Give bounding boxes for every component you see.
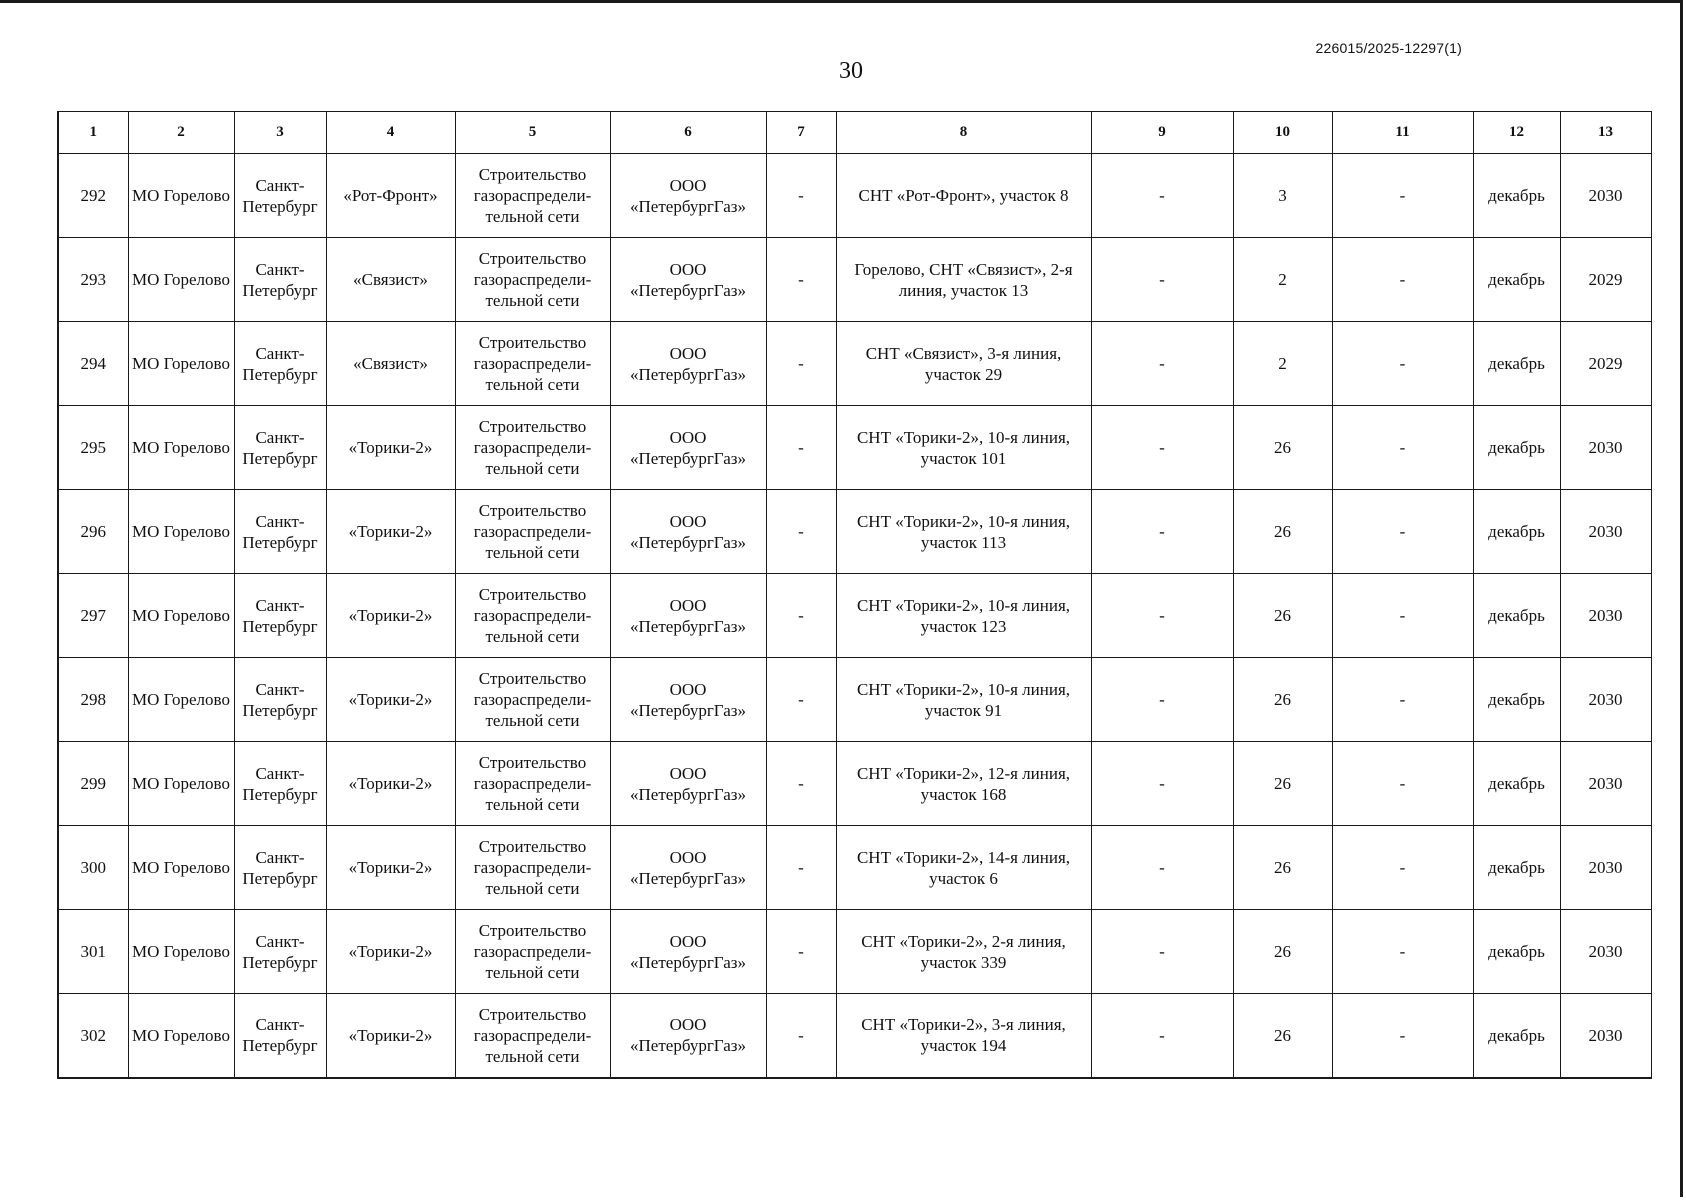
column-9-cell: -: [1091, 406, 1233, 490]
city-cell: Санкт-Петербург: [234, 574, 326, 658]
page-number: 30: [839, 58, 863, 84]
year-cell: 2030: [1560, 910, 1651, 994]
municipality-cell: МО Горелово: [128, 322, 234, 406]
column-10-cell: 26: [1233, 826, 1332, 910]
row-number-cell: 300: [58, 826, 128, 910]
organization-cell: ООО «ПетербургГаз»: [610, 658, 766, 742]
month-cell: декабрь: [1473, 994, 1560, 1078]
column-header: 12: [1473, 112, 1560, 154]
column-11-cell: -: [1332, 490, 1473, 574]
settlement-cell: «Связист»: [326, 322, 455, 406]
city-cell: Санкт-Петербург: [234, 238, 326, 322]
column-11-cell: -: [1332, 994, 1473, 1078]
address-cell: СНТ «Рот-Фронт», участок 8: [836, 154, 1091, 238]
city-cell: Санкт-Петербург: [234, 742, 326, 826]
column-11-cell: -: [1332, 406, 1473, 490]
city-cell: Санкт-Петербург: [234, 910, 326, 994]
month-cell: декабрь: [1473, 910, 1560, 994]
table-row: [58, 406, 1651, 490]
address-cell: СНТ «Торики-2», 12-я линия, участок 168: [836, 742, 1091, 826]
column-9-cell: -: [1091, 742, 1233, 826]
city-cell: Санкт-Петербург: [234, 490, 326, 574]
column-11-cell: -: [1332, 742, 1473, 826]
year-cell: 2030: [1560, 490, 1651, 574]
column-header: 9: [1091, 112, 1233, 154]
work-type-cell: Строительство газораспредели-тельной сети: [455, 658, 610, 742]
settlement-cell: «Рот-Фронт»: [326, 154, 455, 238]
work-type-cell: Строительство газораспредели-тельной сети: [455, 826, 610, 910]
column-10-cell: 2: [1233, 322, 1332, 406]
column-9-cell: -: [1091, 574, 1233, 658]
column-header: 10: [1233, 112, 1332, 154]
column-10-cell: 26: [1233, 658, 1332, 742]
address-cell: СНТ «Торики-2», 10-я линия, участок 91: [836, 658, 1091, 742]
column-10-cell: 3: [1233, 154, 1332, 238]
work-type-cell: Строительство газораспредели-тельной сети: [455, 910, 610, 994]
column-7-cell: -: [766, 742, 836, 826]
column-10-cell: 2: [1233, 238, 1332, 322]
municipality-cell: МО Горелово: [128, 742, 234, 826]
month-cell: декабрь: [1473, 154, 1560, 238]
organization-cell: ООО «ПетербургГаз»: [610, 826, 766, 910]
column-9-cell: -: [1091, 490, 1233, 574]
row-number-cell: 292: [58, 154, 128, 238]
address-cell: СНТ «Торики-2», 10-я линия, участок 101: [836, 406, 1091, 490]
column-11-cell: -: [1332, 322, 1473, 406]
column-11-cell: -: [1332, 910, 1473, 994]
table-row: [58, 826, 1651, 910]
column-9-cell: -: [1091, 322, 1233, 406]
municipality-cell: МО Горелово: [128, 826, 234, 910]
month-cell: декабрь: [1473, 574, 1560, 658]
month-cell: декабрь: [1473, 742, 1560, 826]
year-cell: 2030: [1560, 406, 1651, 490]
column-header: 2: [128, 112, 234, 154]
column-header: 1: [58, 112, 128, 154]
organization-cell: ООО «ПетербургГаз»: [610, 238, 766, 322]
organization-cell: ООО «ПетербургГаз»: [610, 910, 766, 994]
table-row: [58, 742, 1651, 826]
organization-cell: ООО «ПетербургГаз»: [610, 994, 766, 1078]
column-7-cell: -: [766, 490, 836, 574]
table-row: [58, 910, 1651, 994]
year-cell: 2030: [1560, 658, 1651, 742]
month-cell: декабрь: [1473, 658, 1560, 742]
organization-cell: ООО «ПетербургГаз»: [610, 322, 766, 406]
year-cell: 2029: [1560, 322, 1651, 406]
registry-table: [57, 111, 1652, 1079]
city-cell: Санкт-Петербург: [234, 826, 326, 910]
month-cell: декабрь: [1473, 826, 1560, 910]
column-9-cell: -: [1091, 238, 1233, 322]
year-cell: 2030: [1560, 154, 1651, 238]
row-number-cell: 295: [58, 406, 128, 490]
municipality-cell: МО Горелово: [128, 406, 234, 490]
column-header: 8: [836, 112, 1091, 154]
column-header: 3: [234, 112, 326, 154]
address-cell: СНТ «Торики-2», 10-я линия, участок 123: [836, 574, 1091, 658]
column-11-cell: -: [1332, 826, 1473, 910]
table-row: [58, 322, 1651, 406]
column-header: 6: [610, 112, 766, 154]
column-10-cell: 26: [1233, 994, 1332, 1078]
city-cell: Санкт-Петербург: [234, 406, 326, 490]
column-header: 5: [455, 112, 610, 154]
column-10-cell: 26: [1233, 742, 1332, 826]
work-type-cell: Строительство газораспредели-тельной сети: [455, 490, 610, 574]
table-row: [58, 238, 1651, 322]
column-header: 7: [766, 112, 836, 154]
table-row: [58, 574, 1651, 658]
organization-cell: ООО «ПетербургГаз»: [610, 742, 766, 826]
work-type-cell: Строительство газораспредели-тельной сети: [455, 742, 610, 826]
month-cell: декабрь: [1473, 238, 1560, 322]
column-7-cell: -: [766, 238, 836, 322]
work-type-cell: Строительство газораспредели-тельной сети: [455, 154, 610, 238]
organization-cell: ООО «ПетербургГаз»: [610, 154, 766, 238]
table-body: [58, 154, 1651, 1078]
row-number-cell: 298: [58, 658, 128, 742]
column-11-cell: -: [1332, 238, 1473, 322]
row-number-cell: 302: [58, 994, 128, 1078]
column-9-cell: -: [1091, 994, 1233, 1078]
document-id: 226015/2025-12297(1): [1315, 40, 1462, 56]
column-9-cell: -: [1091, 910, 1233, 994]
column-11-cell: -: [1332, 154, 1473, 238]
column-7-cell: -: [766, 154, 836, 238]
year-cell: 2030: [1560, 742, 1651, 826]
address-cell: СНТ «Торики-2», 10-я линия, участок 113: [836, 490, 1091, 574]
municipality-cell: МО Горелово: [128, 658, 234, 742]
work-type-cell: Строительство газораспредели-тельной сети: [455, 994, 610, 1078]
municipality-cell: МО Горелово: [128, 574, 234, 658]
municipality-cell: МО Горелово: [128, 490, 234, 574]
work-type-cell: Строительство газораспредели-тельной сети: [455, 238, 610, 322]
table-row: [58, 490, 1651, 574]
address-cell: СНТ «Торики-2», 3-я линия, участок 194: [836, 994, 1091, 1078]
municipality-cell: МО Горелово: [128, 154, 234, 238]
municipality-cell: МО Горелово: [128, 910, 234, 994]
column-9-cell: -: [1091, 658, 1233, 742]
row-number-cell: 301: [58, 910, 128, 994]
column-header: 13: [1560, 112, 1651, 154]
column-10-cell: 26: [1233, 406, 1332, 490]
table-row: [58, 154, 1651, 238]
settlement-cell: «Торики-2»: [326, 574, 455, 658]
settlement-cell: «Связист»: [326, 238, 455, 322]
work-type-cell: Строительство газораспредели-тельной сети: [455, 406, 610, 490]
address-cell: СНТ «Связист», 3-я линия, участок 29: [836, 322, 1091, 406]
address-cell: Горелово, СНТ «Связист», 2-я линия, участок 13: [836, 238, 1091, 322]
city-cell: Санкт-Петербург: [234, 994, 326, 1078]
city-cell: Санкт-Петербург: [234, 658, 326, 742]
column-7-cell: -: [766, 574, 836, 658]
column-7-cell: -: [766, 826, 836, 910]
year-cell: 2030: [1560, 994, 1651, 1078]
year-cell: 2030: [1560, 574, 1651, 658]
organization-cell: ООО «ПетербургГаз»: [610, 406, 766, 490]
address-cell: СНТ «Торики-2», 14-я линия, участок 6: [836, 826, 1091, 910]
column-header: 11: [1332, 112, 1473, 154]
column-11-cell: -: [1332, 658, 1473, 742]
column-header: 4: [326, 112, 455, 154]
column-7-cell: -: [766, 322, 836, 406]
settlement-cell: «Торики-2»: [326, 406, 455, 490]
column-7-cell: -: [766, 994, 836, 1078]
row-number-cell: 293: [58, 238, 128, 322]
table-row: [58, 994, 1651, 1078]
month-cell: декабрь: [1473, 406, 1560, 490]
table-row: [58, 658, 1651, 742]
column-9-cell: -: [1091, 826, 1233, 910]
month-cell: декабрь: [1473, 322, 1560, 406]
row-number-cell: 294: [58, 322, 128, 406]
settlement-cell: «Торики-2»: [326, 826, 455, 910]
municipality-cell: МО Горелово: [128, 238, 234, 322]
column-10-cell: 26: [1233, 910, 1332, 994]
organization-cell: ООО «ПетербургГаз»: [610, 490, 766, 574]
row-number-cell: 299: [58, 742, 128, 826]
column-7-cell: -: [766, 910, 836, 994]
work-type-cell: Строительство газораспредели-тельной сети: [455, 322, 610, 406]
settlement-cell: «Торики-2»: [326, 910, 455, 994]
column-7-cell: -: [766, 658, 836, 742]
city-cell: Санкт-Петербург: [234, 154, 326, 238]
column-11-cell: -: [1332, 574, 1473, 658]
municipality-cell: МО Горелово: [128, 994, 234, 1078]
column-10-cell: 26: [1233, 574, 1332, 658]
table-header-row: [58, 112, 1651, 154]
year-cell: 2030: [1560, 826, 1651, 910]
settlement-cell: «Торики-2»: [326, 490, 455, 574]
settlement-cell: «Торики-2»: [326, 658, 455, 742]
month-cell: декабрь: [1473, 490, 1560, 574]
organization-cell: ООО «ПетербургГаз»: [610, 574, 766, 658]
address-cell: СНТ «Торики-2», 2-я линия, участок 339: [836, 910, 1091, 994]
row-number-cell: 296: [58, 490, 128, 574]
city-cell: Санкт-Петербург: [234, 322, 326, 406]
settlement-cell: «Торики-2»: [326, 994, 455, 1078]
work-type-cell: Строительство газораспредели-тельной сети: [455, 574, 610, 658]
year-cell: 2029: [1560, 238, 1651, 322]
column-10-cell: 26: [1233, 490, 1332, 574]
column-9-cell: -: [1091, 154, 1233, 238]
settlement-cell: «Торики-2»: [326, 742, 455, 826]
column-7-cell: -: [766, 406, 836, 490]
row-number-cell: 297: [58, 574, 128, 658]
